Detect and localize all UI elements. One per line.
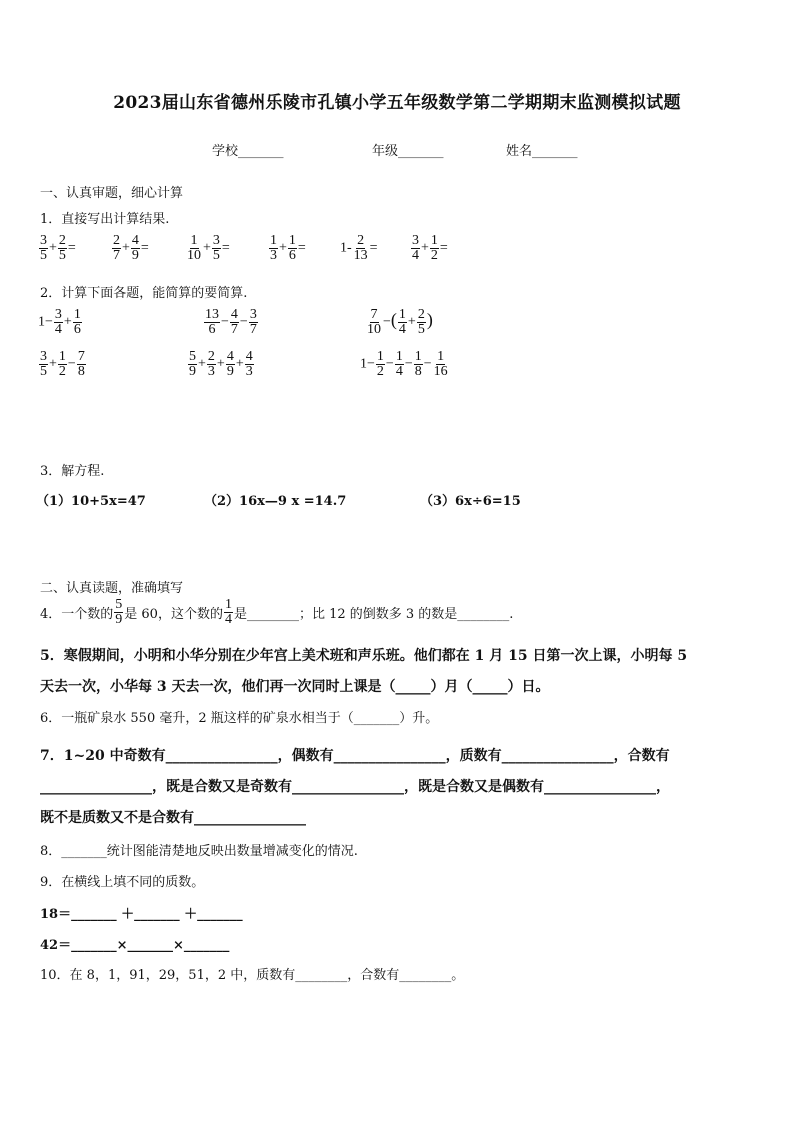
q1-item-2: $\frac{2}{7}$ + $\frac{4}{9}$ = (113, 233, 149, 263)
q2-expr-4: $\frac{3}{5}$ + $\frac{1}{2}$ − $\frac{7}{8}$ (40, 349, 85, 379)
name-field[interactable]: 姓名_______ (506, 144, 578, 159)
q7-line1: 7．1~20 中奇数有________________，偶数有________________，质数有________________，合数有 (40, 748, 670, 764)
q7-line2: ________________，既是合数又是奇数有________________，既是合数又是偶数有________________， (40, 779, 670, 795)
fraction: $\frac{2}{7}$ (113, 233, 120, 263)
fraction: $\frac{1}{4}$ (224, 597, 232, 627)
section1-heading: 一、认真审题，细心计算 (40, 186, 184, 201)
q5-line2: 天去一次，小华每 3 天去一次，他们再一次同时上课是（_____）月（_____）日。 (40, 679, 550, 695)
fraction: $\frac{3}{5}$ (212, 233, 220, 263)
q2-expr-5: $\frac{5}{9}$ + $\frac{2}{3}$ + $\frac{4}{9}$ + $\frac{4}{3}$ (189, 349, 253, 379)
q2-expr-2: $\frac{13}{6}$ − $\frac{4}{7}$ − $\frac{3}{7}$ (205, 307, 257, 337)
grade-field[interactable]: 年级_______ (372, 144, 444, 159)
fraction: $\frac{2}{13}$ (353, 233, 368, 263)
school-field[interactable]: 学校_______ (212, 144, 284, 159)
fraction: $\frac{3}{5}$ (40, 233, 47, 263)
fraction: $\frac{5}{9}$ (115, 597, 123, 627)
section2-heading: 二、认真读题，准确填写 (40, 581, 184, 596)
q9-text: 9．在横线上填不同的质数。 (40, 875, 205, 890)
fraction: $\frac{2}{5}$ (58, 233, 66, 263)
q2-expr-1: 1− $\frac{3}{4}$ + $\frac{1}{6}$ (38, 307, 81, 337)
q8: 8．_______统计图能清楚地反映出数量增减变化的情况. (40, 844, 358, 859)
q5-line1: 5．寒假期间，小明和小华分别在少年宫上美术班和声乐班。他们都在 1 月 15 日第一次上课，小明每 5 (40, 648, 688, 664)
q1-item-4: $\frac{1}{3}$ + $\frac{1}{6}$ = (270, 233, 306, 263)
q3-eq3: （3）6x÷6=15 (420, 494, 521, 509)
q7-line3: 既不是质数又不是合数有________________ (40, 810, 306, 826)
fraction: $\frac{1}{2}$ (430, 233, 438, 263)
q1-item-5: 1- $\frac{2}{13}$ = (340, 233, 378, 263)
page-title: 2023届山东省德州乐陵市孔镇小学五年级数学第二学期期末监测模拟试题 (113, 93, 681, 113)
q9-line2: 42＝_______×_______×_______ (40, 938, 230, 953)
fraction: $\frac{1}{10}$ (187, 233, 201, 263)
q1-item-6: $\frac{3}{4}$ + $\frac{1}{2}$ = (412, 233, 448, 263)
q3-text: 3．解方程. (40, 464, 105, 479)
q1-item-3: $\frac{1}{10}$ + $\frac{3}{5}$ = (187, 233, 230, 263)
q1-item-1: $\frac{3}{5}$ + $\frac{2}{5}$ = (40, 233, 76, 263)
q2-text: 2．计算下面各题，能简算的要简算. (40, 286, 248, 301)
q9-line1: 18＝_______ ＋_______ ＋_______ (40, 907, 243, 922)
fraction: $\frac{3}{4}$ (412, 233, 419, 263)
q2-expr-3: $\frac{7}{10}$ −( $\frac{1}{4}$ + $\frac{2}{5}$ ) (367, 307, 433, 337)
q4: 4．一个数的 $\frac{5}{9}$ 是 60，这个数的 $\frac{1}{4}$ 是________；比 12 的倒数多 3 的数是________. (40, 597, 514, 627)
fraction: $\frac{4}{9}$ (131, 233, 139, 263)
q1-text: 1．直接写出计算结果. (40, 212, 170, 227)
fraction: $\frac{1}{6}$ (288, 233, 296, 263)
q3-eq1: （1）10+5x=47 (36, 494, 146, 509)
q10: 10．在 8，1，91，29，51，2 中，质数有________，合数有________。 (40, 968, 465, 983)
q2-expr-6: 1− $\frac{1}{2}$ − $\frac{1}{4}$ − $\frac{1}{8}$ − $\frac{1}{16}$ (360, 349, 448, 379)
fraction: $\frac{1}{3}$ (270, 233, 277, 263)
q6: 6．一瓶矿泉水 550 毫升，2 瓶这样的矿泉水相当于（_______）升。 (40, 711, 439, 726)
q3-eq2: （2）16x—9 x =14.7 (204, 494, 347, 509)
